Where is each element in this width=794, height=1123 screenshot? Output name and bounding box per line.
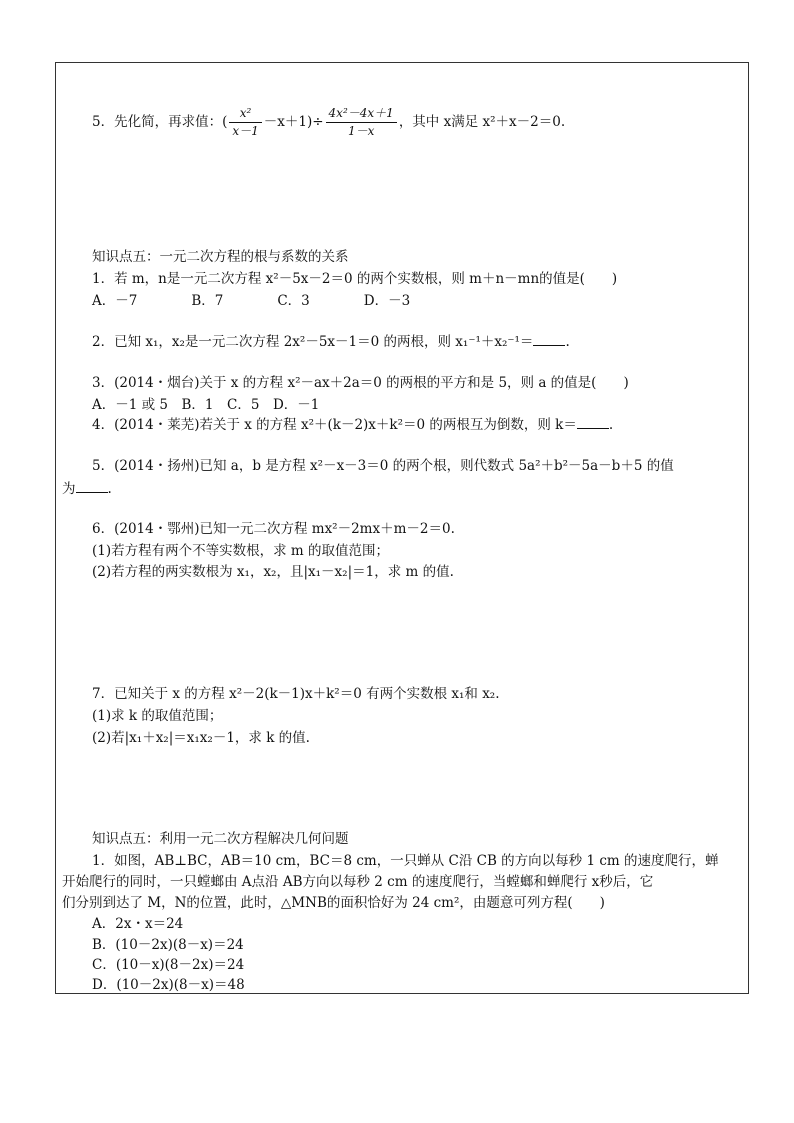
- q5-prefix: 5．先化简，再求值：(: [92, 114, 228, 130]
- s2-q1-line3: 们分别到达了 M，N的位置，此时，△MNB的面积恰好为 24 cm²，由题意可列方程( ): [62, 895, 605, 911]
- q5-fraction-2: [326, 106, 397, 139]
- s1-q5-cont-text: 为: [62, 481, 76, 497]
- q5-frac1-numerator: x²: [229, 106, 261, 123]
- q5-frac2-denominator: 1－x: [347, 124, 375, 138]
- answer-blank: [533, 333, 565, 346]
- s1-q2-text: 2．已知 x₁，x₂是一元二次方程 2x²－5x－1＝0 的两根，则 x₁⁻¹＋x₂⁻¹＝: [92, 334, 534, 350]
- s1-q6: 6．(2014・鄂州)已知一元二次方程 mx²－2mx＋m－2＝0.: [92, 521, 455, 537]
- answer-blank: [577, 416, 609, 429]
- s2-option-b: B．(10－2x)(8－x)＝24: [92, 937, 244, 953]
- s1-q3: 3．(2014・烟台)关于 x 的方程 x²－ax＋2a＝0 的两根的平方和是 5，则 a 的值是( ): [92, 375, 629, 391]
- s2-option-d: D．(10－2x)(8－x)＝48: [92, 977, 245, 993]
- s2-option-c: C．(10－x)(8－2x)＝24: [92, 957, 245, 973]
- q5-middle: －x＋1)÷: [263, 114, 324, 130]
- section2-heading: 知识点五：利用一元二次方程解决几何问题: [92, 831, 349, 847]
- s1-q5-end: .: [107, 481, 112, 497]
- q5-line: [92, 106, 565, 139]
- s2-q1-line2: 开始爬行的同时，一只螳螂由 A点沿 AB方向以每秒 2 cm 的速度爬行，当螳螂和蝉爬行 x秒后，它: [62, 874, 654, 890]
- s1-q4-text: 4．(2014・莱芜)若关于 x 的方程 x²＋(k－2)x＋k²＝0 的两根互为倒数，则 k＝: [92, 417, 577, 433]
- s1-q4-end: .: [608, 417, 614, 433]
- s1-q7: 7．已知关于 x 的方程 x²－2(k－1)x＋k²＝0 有两个实数根 x₁和 x₂.: [92, 686, 500, 702]
- s1-q2: [92, 333, 570, 351]
- q5-suffix: ，其中 x满足 x²＋x－2＝0.: [398, 114, 566, 130]
- s2-option-a: A．2x・x＝24: [92, 916, 184, 932]
- s1-q3-options: A．－1 或 5 B．1 C．5 D．－1: [92, 397, 320, 413]
- s1-q7-part1: (1)求 k 的取值范围；: [92, 708, 223, 724]
- s2-q1-line1: 1．如图，AB⊥BC，AB＝10 cm，BC＝8 cm，一只蝉从 C沿 CB 的方向以每秒 1 cm 的速度爬行，蝉: [92, 853, 719, 869]
- s1-q5: 5．(2014・扬州)已知 a，b 是方程 x²－x－3＝0 的两个根，则代数式 5a²＋b²－5a－b＋5 的值: [92, 458, 674, 474]
- section1-heading: 知识点五：一元二次方程的根与系数的关系: [92, 249, 349, 265]
- s1-q4: [92, 416, 613, 434]
- s1-q2-end: .: [565, 334, 570, 350]
- s1-q6-part1: (1)若方程有两个不等实数根，求 m 的取值范围；: [92, 543, 390, 559]
- q5-frac2-numerator: 4x²－4x＋1: [326, 106, 397, 123]
- s1-q6-part2: (2)若方程的两实数根为 x₁，x₂，且|x₁－x₂|＝1，求 m 的值.: [92, 564, 454, 580]
- s1-q5-cont: [62, 480, 112, 498]
- s1-q1: 1．若 m，n是一元二次方程 x²－5x－2＝0 的两个实数根，则 m＋n－mn的值是( ): [92, 271, 618, 287]
- s1-q1-options: A．－7 B．7 C．3 D．－3: [92, 293, 411, 309]
- q5-fraction-1: [229, 106, 261, 139]
- q5-frac1-denominator: x－1: [232, 124, 259, 138]
- s1-q7-part2: (2)若|x₁＋x₂|＝x₁x₂－1，求 k 的值.: [92, 730, 310, 746]
- answer-blank: [76, 480, 108, 493]
